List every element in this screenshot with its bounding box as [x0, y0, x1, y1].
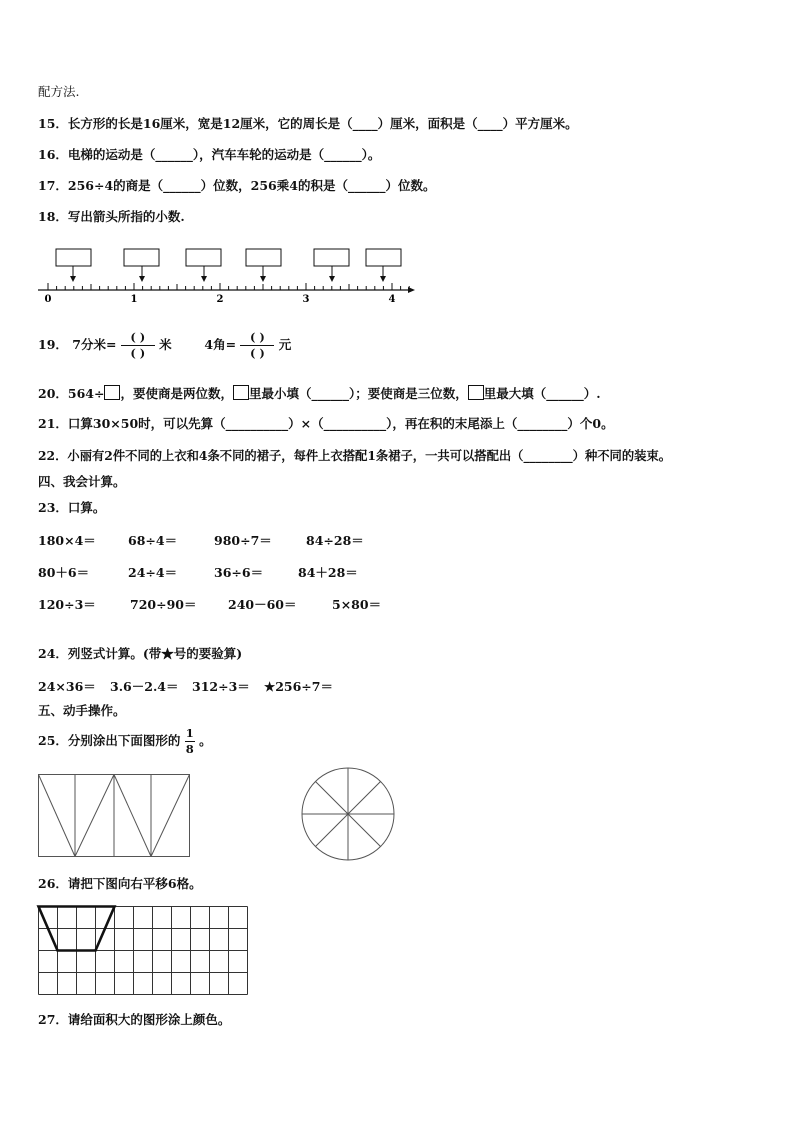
calc-item: 240－60＝	[228, 597, 297, 612]
calc-item: 84＋28＝	[298, 565, 358, 580]
number-line-tick-label: 0	[44, 294, 52, 305]
q25-post: 。	[199, 733, 212, 748]
q25-numerator: 1	[185, 726, 194, 740]
q19-part-a: 7分米=	[72, 337, 117, 352]
q20-mid2: 里最小填（______）；要使商是三位数，	[248, 386, 468, 401]
question-25	[38, 722, 212, 760]
square-blank[interactable]	[233, 385, 249, 400]
q19-fraction-a	[121, 330, 155, 361]
question-16: 16．电梯的运动是（______），汽车车轮的运动是（______）。	[38, 147, 381, 162]
arrow-head	[260, 276, 266, 282]
rectangle-triangles-figure[interactable]	[38, 774, 198, 858]
arrow-head	[329, 276, 335, 282]
answer-box[interactable]	[124, 249, 159, 266]
answer-box[interactable]	[314, 249, 349, 266]
q25-pre: 25．分别涂出下面图形的	[38, 733, 181, 748]
number-line-tick-label: 4	[388, 294, 396, 305]
section-4-heading: 四、我会计算。	[38, 474, 126, 489]
calc-item: 36÷6＝	[214, 565, 264, 580]
q19-fraction-b-numerator: ( )	[249, 330, 265, 344]
arrow-head	[70, 276, 76, 282]
calc-item: 720÷90＝	[130, 597, 197, 612]
vertical-calc-item: 24×36＝	[38, 679, 96, 694]
arrow-head	[139, 276, 145, 282]
calc-item: 5×80＝	[332, 597, 382, 612]
calc-item: 180×4＝	[38, 533, 96, 548]
vertical-calc-item: 312÷3＝	[192, 679, 250, 694]
question-19	[38, 327, 291, 363]
q19-fraction-b	[240, 330, 274, 361]
question-17: 17．256÷4的商是（______）位数，256乘4的积是（______）位数。	[38, 178, 436, 193]
q19-unit-b: 元	[278, 337, 292, 352]
calc-item: 84÷28＝	[306, 533, 364, 548]
q20-end: 里最大填（______）.	[483, 386, 601, 401]
number-line-tick-label: 1	[130, 294, 138, 305]
answer-box[interactable]	[56, 249, 91, 266]
question-21: 21．口算30×50时，可以先算（__________）×（__________），再在积的末尾添上（________）个0。	[38, 416, 614, 431]
question-26: 26．请把下图向右平移6格。	[38, 876, 202, 891]
calc-item: 120÷3＝	[38, 597, 96, 612]
q20-pre: 20．564÷	[38, 386, 105, 401]
answer-box[interactable]	[246, 249, 281, 266]
q19-unit-a: 米	[159, 337, 172, 352]
question-20	[38, 385, 601, 402]
q25-fraction	[185, 726, 195, 757]
question-24: 24．列竖式计算。(带★号的要验算)	[38, 646, 243, 661]
arrow-head	[380, 276, 386, 282]
calc-item: 68÷4＝	[128, 533, 178, 548]
grid-with-trapezoid[interactable]	[38, 906, 250, 996]
q19-fraction-a-denominator: ( )	[130, 346, 146, 360]
section-5-heading: 五、动手操作。	[38, 703, 126, 718]
square-blank[interactable]	[468, 385, 484, 400]
q25-denominator: 8	[185, 742, 194, 756]
answer-box[interactable]	[366, 249, 401, 266]
question-22: 22．小丽有2件不同的上衣和4条不同的裙子，每件上衣搭配1条裙子，一共可以搭配出（________）种不同的装束。	[38, 448, 672, 463]
number-line-tick-label: 3	[302, 294, 310, 305]
vertical-calc-item: 3.6－2.4＝	[110, 679, 179, 694]
calc-item: 980÷7＝	[214, 533, 272, 548]
q20-mid: ，要使商是两位数，	[120, 386, 233, 401]
intro-line: 配方法.	[38, 84, 80, 99]
question-18: 18．写出箭头所指的小数.	[38, 209, 185, 224]
arrow-head	[201, 276, 207, 282]
q19-part-b: 4角=	[204, 337, 237, 352]
number-line-tick-label: 2	[216, 294, 224, 305]
vertical-calc-item: ★256÷7＝	[264, 679, 333, 694]
calc-item: 24÷4＝	[128, 565, 178, 580]
answer-box[interactable]	[186, 249, 221, 266]
q19-number: 19．	[38, 337, 68, 352]
q19-fraction-b-denominator: ( )	[249, 346, 265, 360]
number-line	[0, 245, 400, 305]
question-23: 23．口算。	[38, 500, 106, 515]
calc-item: 80＋6＝	[38, 565, 90, 580]
question-27: 27．请给面积大的图形涂上颜色。	[38, 1012, 231, 1027]
square-blank[interactable]	[104, 385, 120, 400]
circle-eighths-figure[interactable]	[300, 768, 396, 864]
question-15: 15．长方形的长是16厘米，宽是12厘米，它的周长是（____）厘米，面积是（____）平方厘米。	[38, 116, 578, 131]
q19-fraction-a-numerator: ( )	[130, 330, 146, 344]
